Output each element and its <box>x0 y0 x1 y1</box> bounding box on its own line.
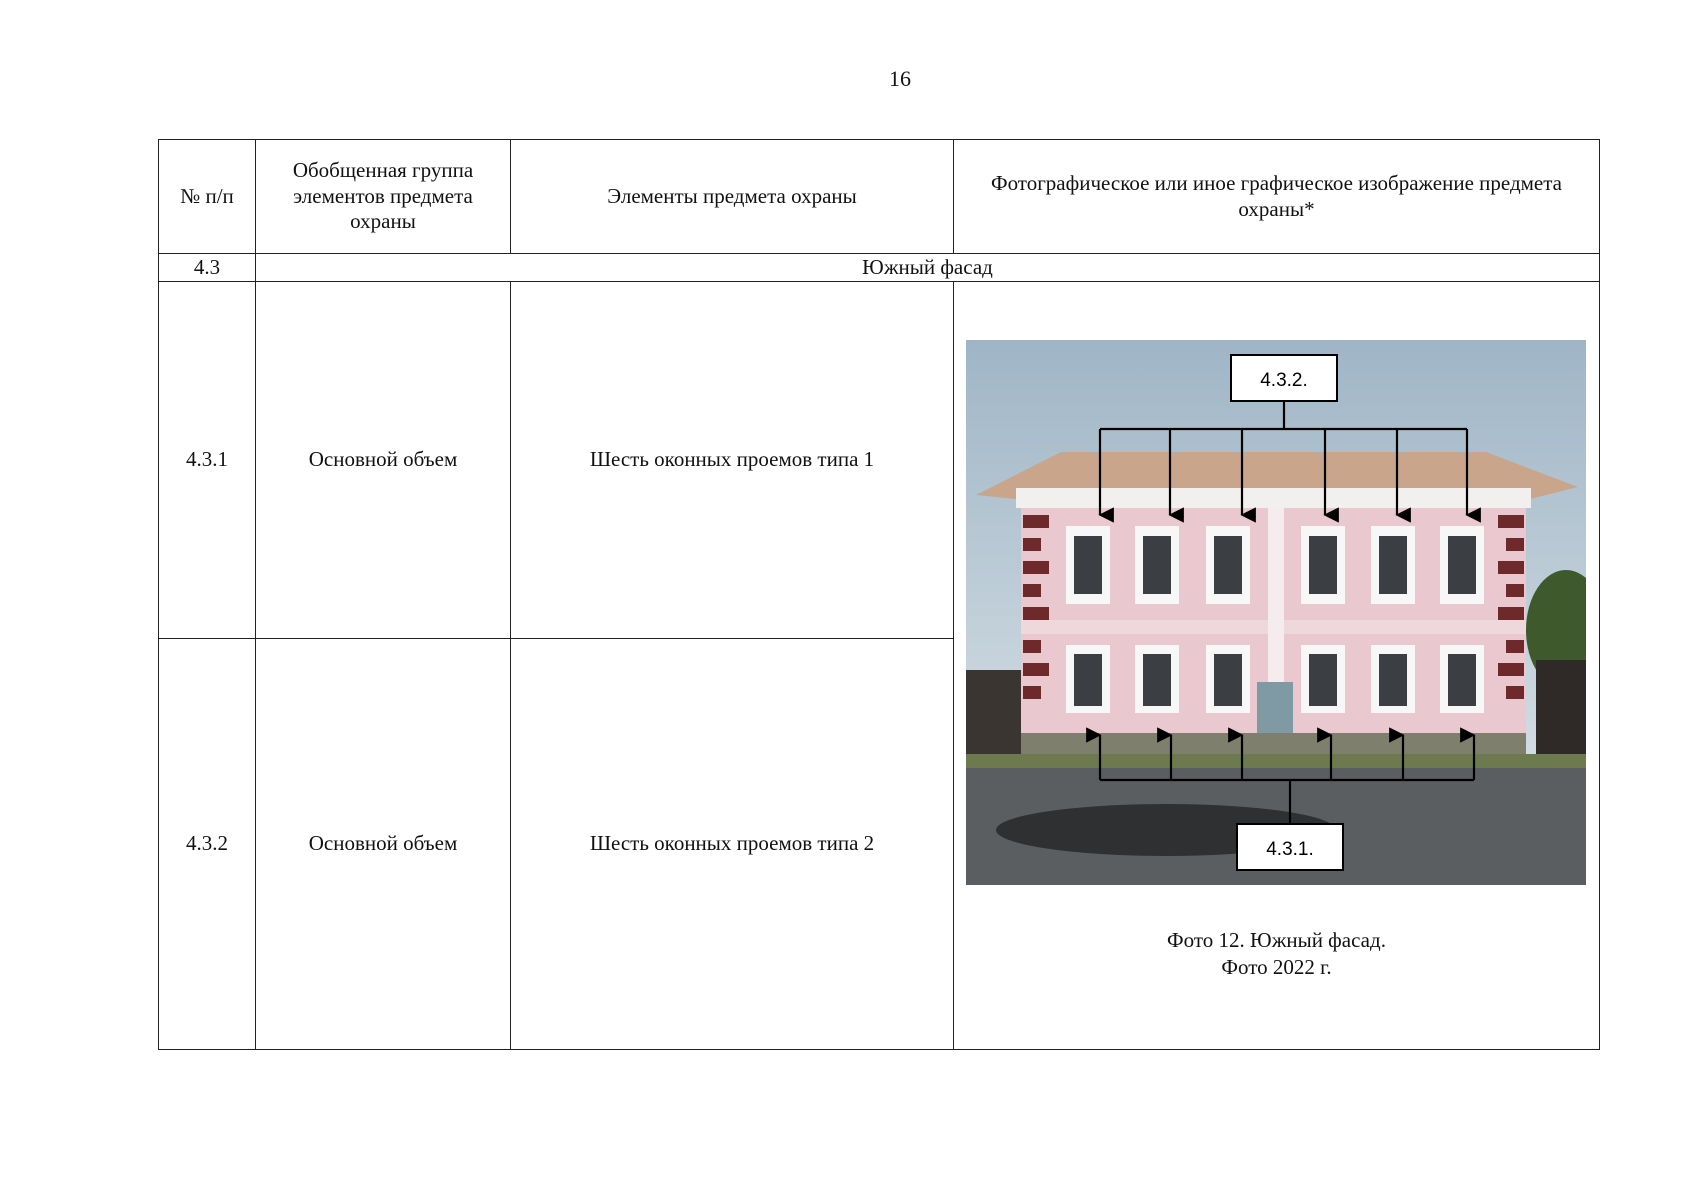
table-header-row <box>159 140 1600 254</box>
label-top: 4.3.2. <box>1260 370 1308 391</box>
row-element: Шесть оконных проемов типа 2 <box>511 639 954 1050</box>
door <box>1257 682 1293 736</box>
section-title: Южный фасад <box>256 254 1600 282</box>
label-bottom: 4.3.1. <box>1266 839 1314 860</box>
header-image: Фотографическое или иное графическое изображение предмета охраны* <box>954 140 1600 254</box>
photo-cell <box>954 282 1600 1050</box>
caption-line-1: Фото 12. Южный фасад. <box>1167 928 1386 952</box>
grass <box>966 754 1586 768</box>
header-elements: Элементы предмета охраны <box>511 140 954 254</box>
section-row <box>159 254 1600 282</box>
row-num: 4.3.1 <box>159 282 256 639</box>
row-element: Шесть оконных проемов типа 1 <box>511 282 954 639</box>
header-num: № п/п <box>159 140 256 254</box>
photo-caption <box>954 927 1599 982</box>
row-group: Основной объем <box>256 282 511 639</box>
header-group: Обобщенная группа элементов предмета охраны <box>256 140 511 254</box>
protection-table <box>158 139 1600 1050</box>
page-number: 16 <box>889 66 911 91</box>
row-group: Основной объем <box>256 639 511 1050</box>
caption-line-2: Фото 2022 г. <box>1221 955 1332 980</box>
table-row <box>159 282 1600 639</box>
row-num: 4.3.2 <box>159 639 256 1050</box>
left-shed <box>966 670 1026 760</box>
cornice <box>1016 488 1531 508</box>
section-num: 4.3 <box>159 254 256 282</box>
facade-photo <box>966 340 1586 885</box>
right-fence <box>1536 660 1586 760</box>
